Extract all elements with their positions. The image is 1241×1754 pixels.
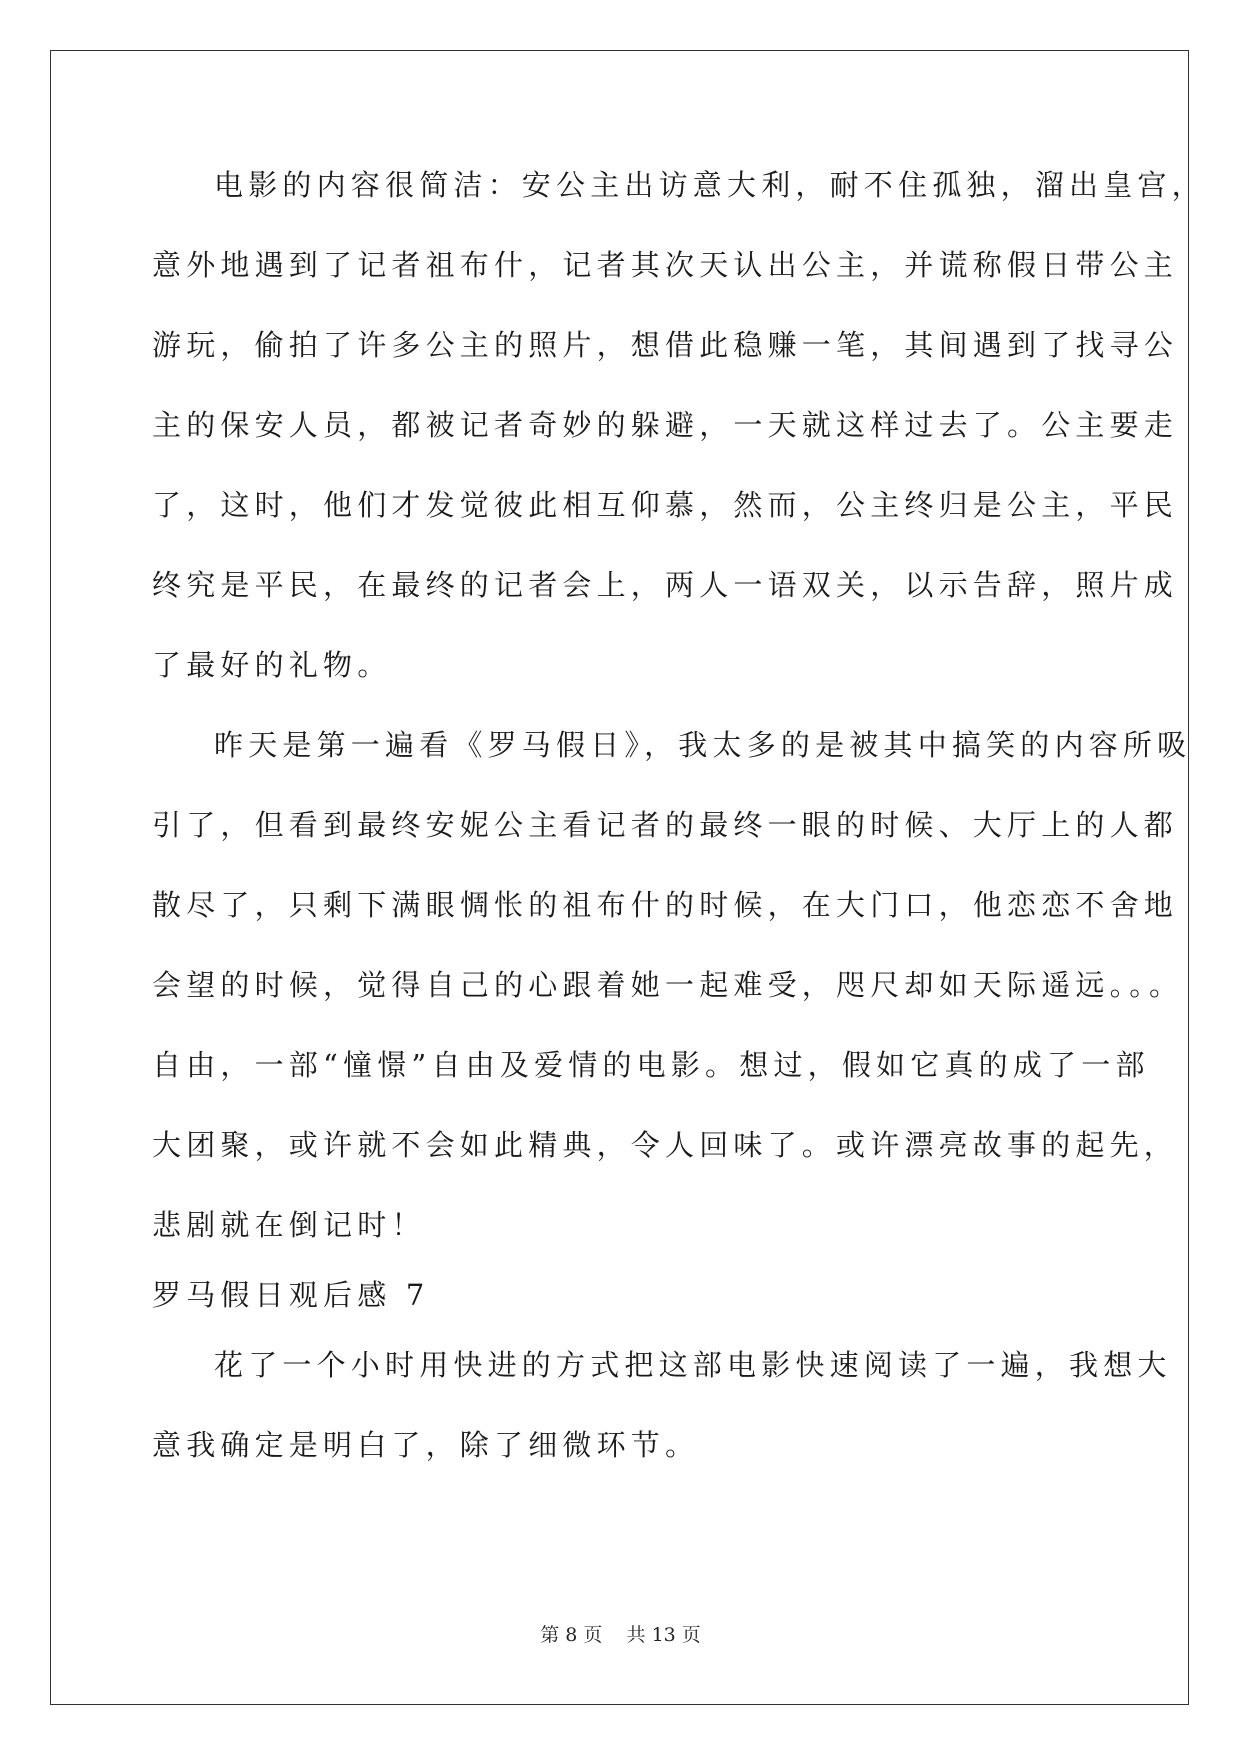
document-body [152, 165, 1206, 1505]
paragraph-line: 了，这时，他们才发觉彼此相互仰慕，然而，公主终归是公主，平民 [152, 488, 1179, 522]
paragraph-line: 终究是平民，在最终的记者会上，两人一语双关，以示告辞，照片成 [152, 568, 1179, 602]
paragraph-line: 引了，但看到最终安妮公主看记者的最终一眼的时候、大厅上的人都 [152, 808, 1179, 842]
paragraph-line: 游玩，偷拍了许多公主的照片，想借此稳赚一笔，其间遇到了找寻公 [152, 328, 1179, 362]
section-title: 罗马假日观后感 7 [152, 1278, 430, 1312]
paragraph-3 [152, 1345, 1172, 1505]
paragraph-line: 花了一个小时用快进的方式把这部电影快速阅读了一遍，我想大 [214, 1348, 1172, 1382]
paragraph-2 [152, 725, 1192, 1275]
paragraph-line: 自由，一部“憧憬”自由及爱情的电影。想过，假如它真的成了一部 [152, 1048, 1150, 1082]
page-number-label: 第 8 页 共 13 页 [540, 1624, 701, 1646]
paragraph-line: 主的保安人员，都被记者奇妙的躲避，一天就这样过去了。公主要走 [152, 408, 1179, 442]
paragraph-line: 悲剧就在倒记时！ [152, 1208, 426, 1242]
paragraph-line: 意我确定是明白了，除了细微环节。 [152, 1428, 700, 1462]
paragraph-line: 会望的时候，觉得自己的心跟着她一起难受，咫尺却如天际遥远。。。 [152, 968, 1184, 1002]
paragraph-1 [152, 165, 1206, 725]
paragraph-line: 了最好的礼物。 [152, 648, 392, 682]
paragraph-line: 电影的内容很简洁：安公主出访意大利，耐不住孤独，溜出皇宫， [214, 168, 1206, 202]
paragraph-line: 意外地遇到了记者祖布什，记者其次天认出公主，并谎称假日带公主 [152, 248, 1179, 282]
paragraph-line: 大团聚，或许就不会如此精典，令人回味了。或许漂亮故事的起先， [152, 1128, 1179, 1162]
paragraph-line: 昨天是第一遍看《罗马假日》，我太多的是被其中搞笑的内容所吸 [214, 728, 1192, 762]
page-number-footer [0, 1620, 1241, 1647]
paragraph-line: 散尽了，只剩下满眼惆怅的祖布什的时候，在大门口，他恋恋不舍地 [152, 888, 1179, 922]
